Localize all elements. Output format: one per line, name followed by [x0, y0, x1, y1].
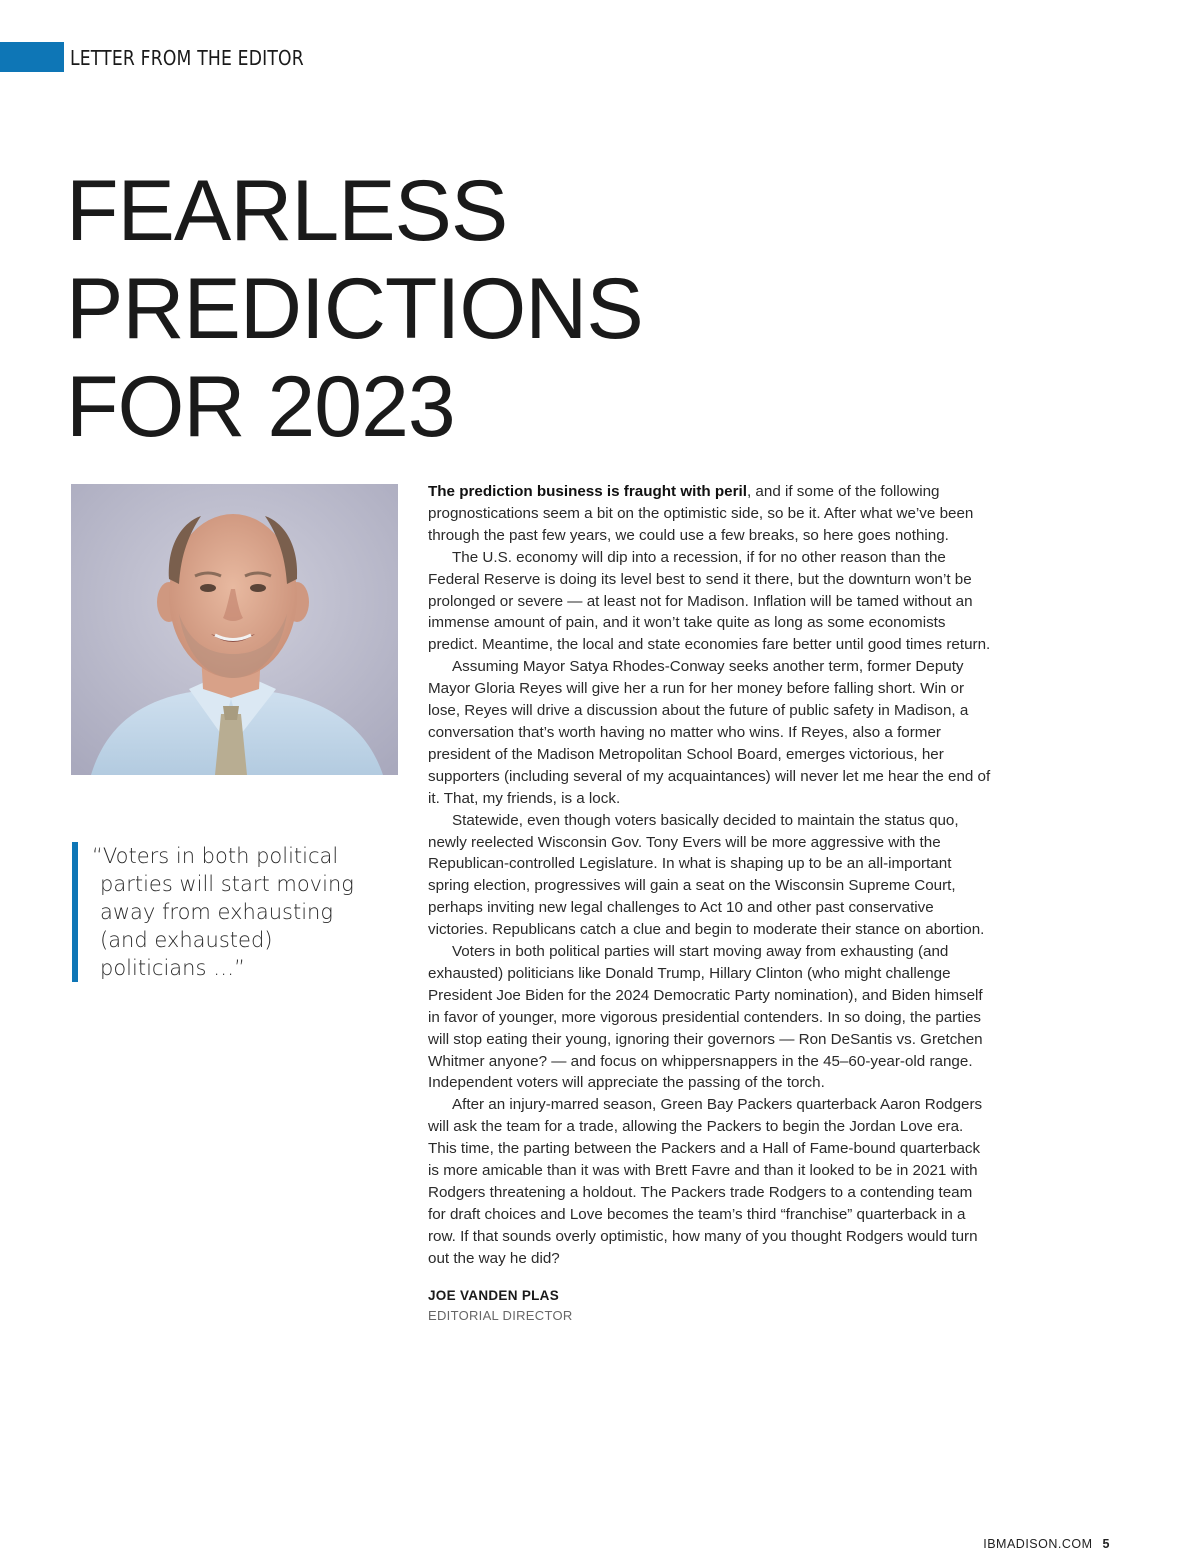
- pull-quote: [72, 842, 372, 982]
- article-paragraph-1-text: , and if some of the following prognostications seem a bit on the optimistic side, so be it. After what we’ve been through the past few years, we could use a few breaks, so here goes nothing.: [428, 483, 974, 544]
- article-paragraph-1: [428, 481, 994, 547]
- page-number: 5: [1102, 1537, 1110, 1551]
- article-body: [428, 481, 994, 1270]
- headline: [66, 162, 666, 456]
- article-paragraph-3: Assuming Mayor Satya Rhodes-Conway seeks another term, former Deputy Mayor Gloria Reyes will give her a run for her money before falling short. Win or lose, Reyes will drive a discussion about the future of public safety in Madison, a conversation that’s worth having no matter who wins. If Reyes, also a former president of the Madison Metropolitan School Board, emerges victorious, her supporters (including several of my acquaintances) will never let me hear the end of it. That, my friends, is a lock.: [428, 658, 991, 807]
- headline-line-1: FEARLESS: [66, 163, 508, 259]
- page-footer: [983, 1537, 1110, 1551]
- pull-quote-text: “Voters in both political parties will start moving away from exhausting (and exhausted) politicians …”: [92, 844, 354, 980]
- section-accent-bar: [0, 42, 64, 72]
- author-portrait-illustration: [71, 484, 398, 775]
- article-paragraph-4: Statewide, even though voters basically decided to maintain the status quo, newly reelected Wisconsin Gov. Tony Evers will be more aggressive with the Republican-controlled Legislature. In what is shaping up to be an all-important spring election, progressives will gain a seat on the Wisconsin Supreme Court, perhaps inviting new legal challenges to Act 10 and other past conservative victories. Republicans catch a clue and begin to moderate their stance on abortion.: [428, 811, 985, 939]
- section-label: LETTER FROM THE EDITOR: [70, 46, 304, 70]
- article-paragraph-5: Voters in both political parties will start moving away from exhausting (and exhausted) politicians like Donald Trump, Hillary Clinton (who might challenge President Joe Biden for the 2024 Democratic Party nomination), and Biden himself in favor of younger, more vigorous presidential contenders. In so doing, the parties will stop eating their young, ignoring their governors — Ron DeSantis vs. Gretchen Whitmer anyone? — and focus on whippersnappers in the 45–60-year-old range. Independent voters will appreciate the passing of the torch.: [428, 943, 983, 1092]
- article-lead-in: The prediction business is fraught with peril: [428, 483, 747, 500]
- author-title: EDITORIAL DIRECTOR: [428, 1308, 573, 1323]
- footer-site: IBMADISON.COM: [983, 1537, 1093, 1551]
- byline: [428, 1287, 573, 1327]
- author-photo: [71, 484, 398, 775]
- article-paragraph-6: After an injury-marred season, Green Bay Packers quarterback Aaron Rodgers will ask the team for a trade, allowing the Packers to begin the Jordan Love era. This time, the parting between the Packers and a Hall of Fame-bound quarterback is more amicable than it was with Brett Favre and than it looked to be in 2021 with Rodgers threatening a holdout. The Packers trade Rodgers to a contending team for draft choices and Love becomes the team’s third “franchise” quarterback in a row. If that sounds overly optimistic, how many of you thought Rodgers would turn out the way he did?: [428, 1096, 983, 1267]
- headline-line-3: FOR 2023: [66, 359, 455, 455]
- author-name: JOE VANDEN PLAS: [428, 1288, 560, 1303]
- headline-line-2: PREDICTIONS: [66, 261, 643, 357]
- article-paragraph-2: The U.S. economy will dip into a recession, if for no other reason than the Federal Reserve is doing its level best to send it there, but the downturn won’t be prolonged or severe — at least not for Madison. Inflation will be tamed without an immense amount of pain, and it won’t take quite as long as some economists predict. Meantime, the local and state economies fare better until good times return.: [428, 548, 991, 654]
